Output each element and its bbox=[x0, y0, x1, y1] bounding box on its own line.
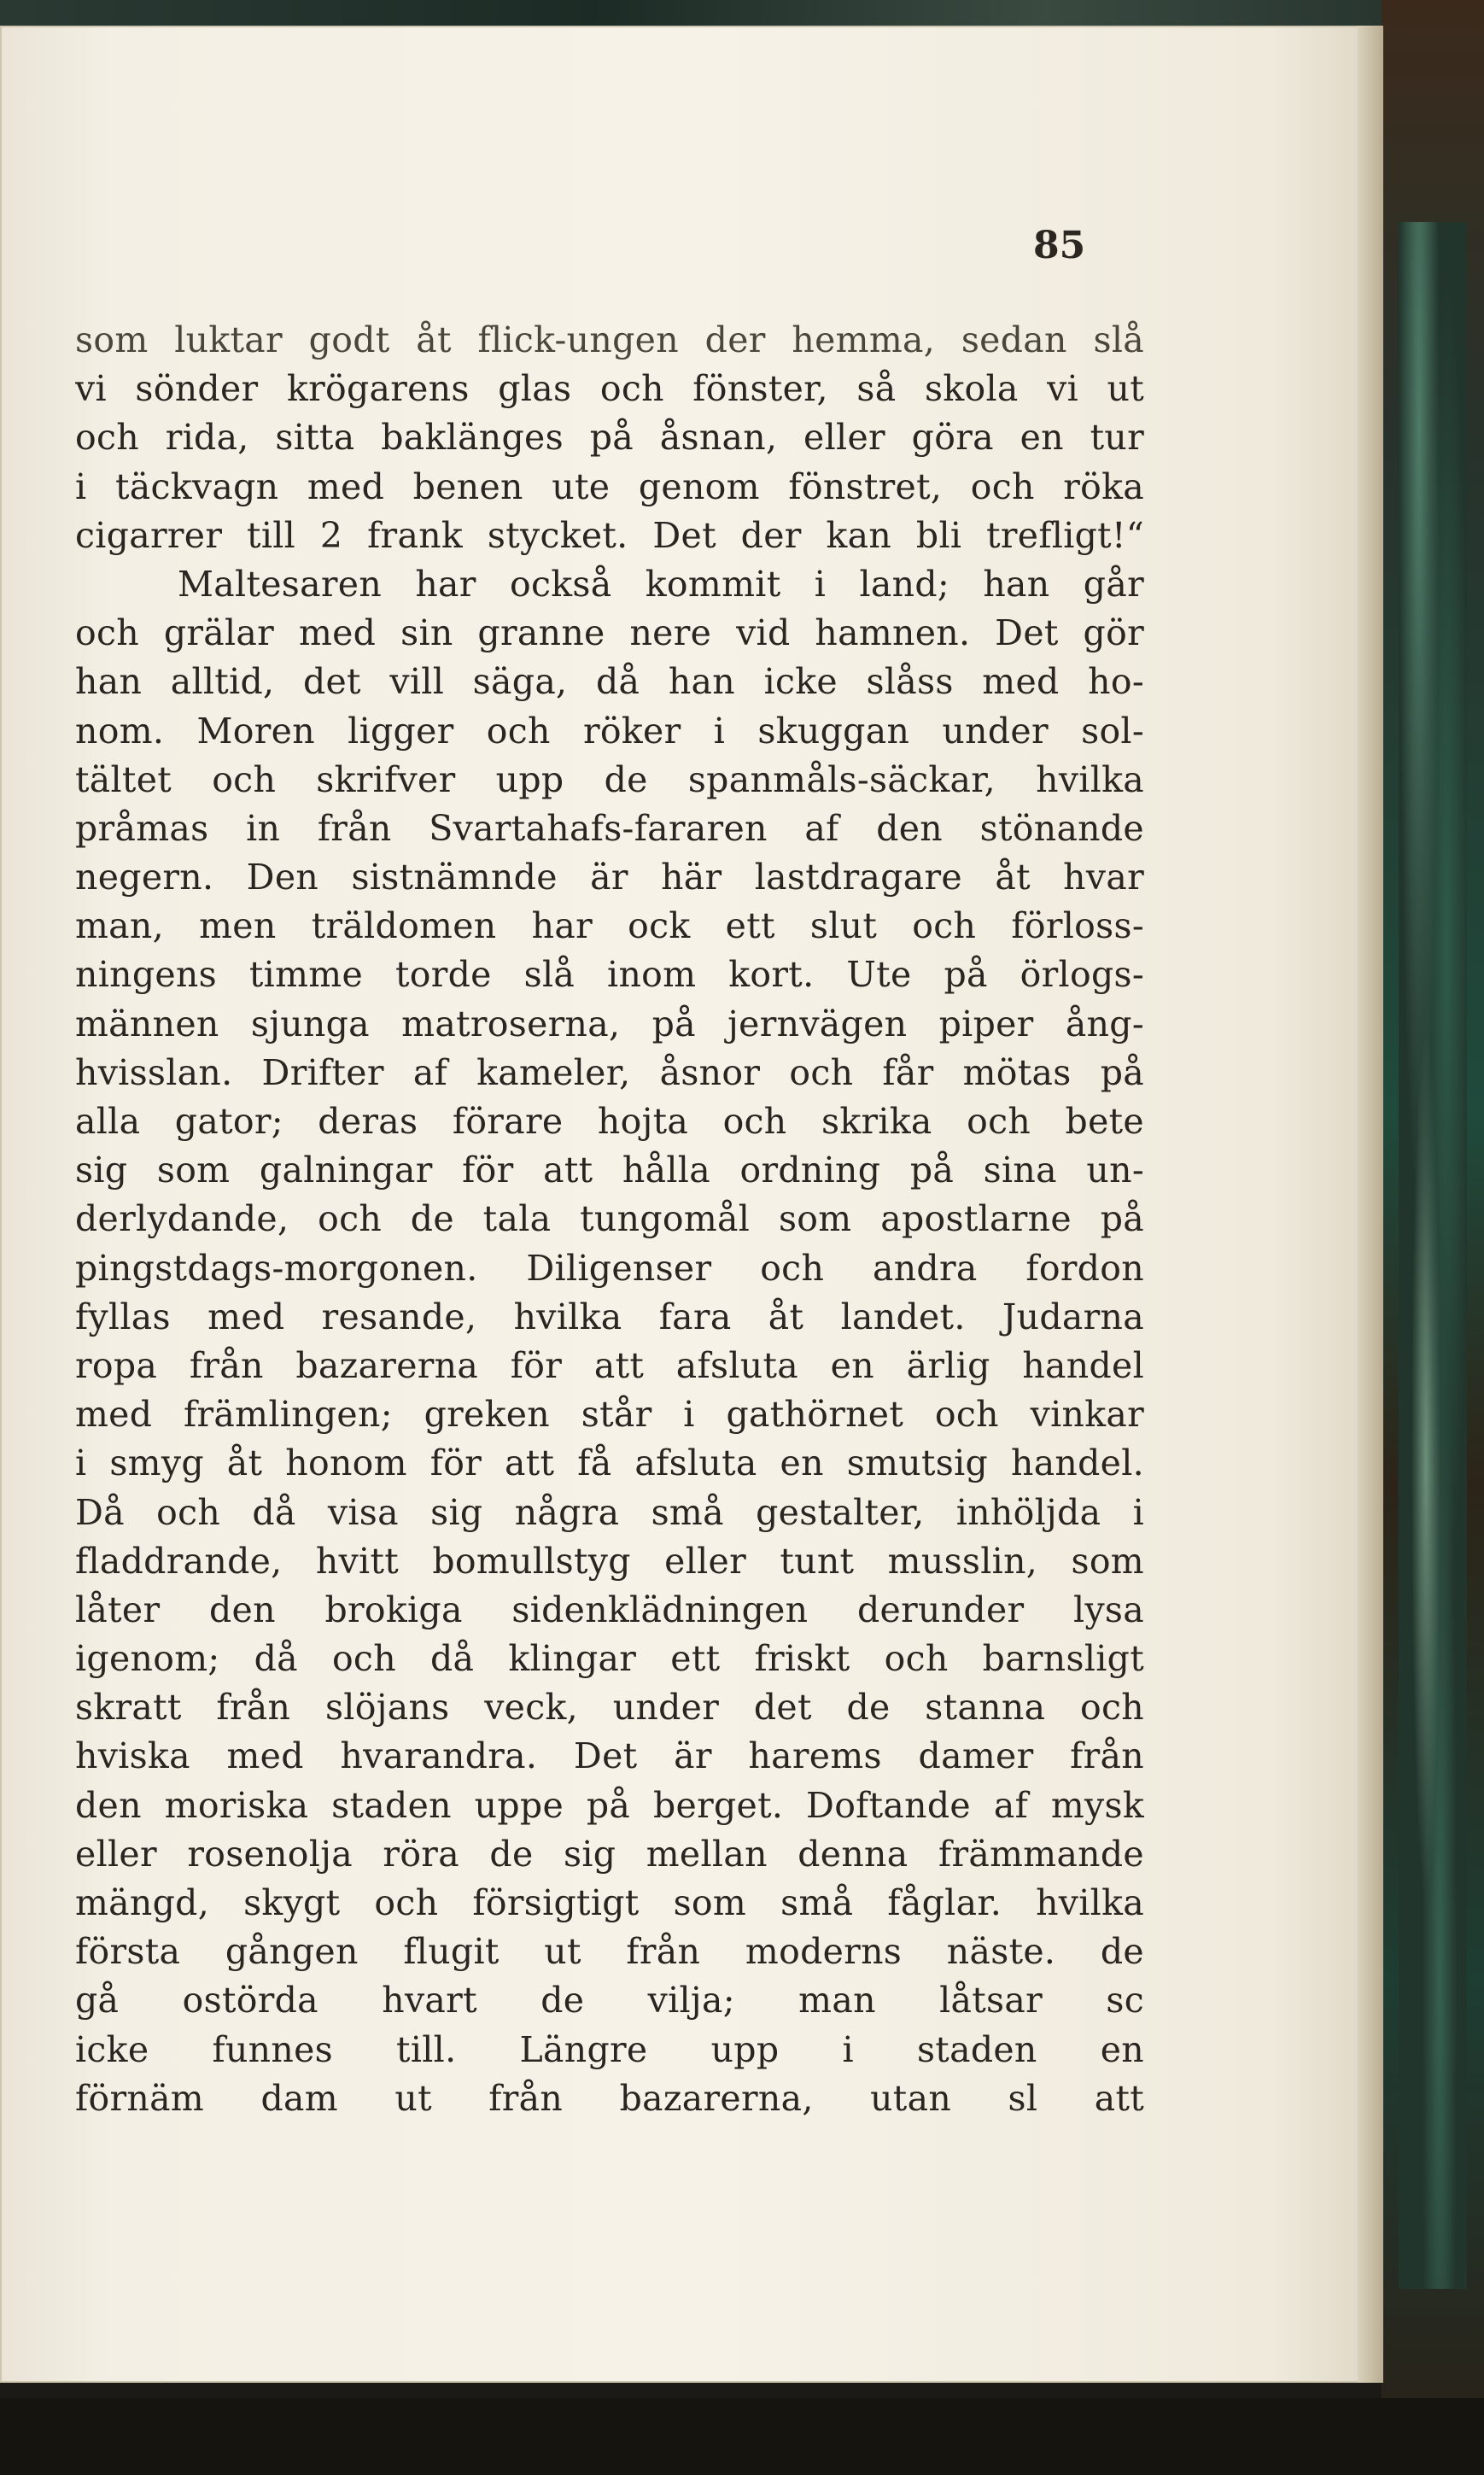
text-line: mängd, skygt och försigtigt som små fåglar. hvilka bbox=[75, 1882, 1144, 1923]
page-edge-shadow bbox=[1358, 26, 1383, 2383]
text-line: man, men träldomen har ock ett slut och förloss- bbox=[75, 905, 1144, 947]
text-line: den moriska staden uppe på berget. Doftande af mysk bbox=[75, 1784, 1144, 1826]
text-line: han alltid, det vill säga, då han icke slåss med ho- bbox=[75, 661, 1144, 703]
text-line: männen sjunga matroserna, på jernvägen piper ång- bbox=[75, 1003, 1144, 1044]
text-line: igenom; då och då klingar ett friskt och barnsligt bbox=[75, 1638, 1144, 1680]
text-line: pråmas in från Svartahafs-fararen af den stönande bbox=[75, 807, 1144, 849]
text-line: pingstdags-morgonen. Diligenser och andra fordon bbox=[75, 1247, 1144, 1289]
text-line: derlydande, och de tala tungomål som apostlarne på bbox=[75, 1198, 1144, 1240]
text-line: ropa från bazarerna för att afsluta en ärlig handel bbox=[75, 1344, 1144, 1386]
scan-bottom-border bbox=[0, 2398, 1484, 2475]
text-line: icke funnes till. Längre upp i staden en bbox=[75, 2028, 1144, 2070]
text-line: tältet och skrifver upp de spanmåls-säckar, hvilka bbox=[75, 758, 1144, 800]
text-line: förnäm dam ut från bazarerna, utan sl att bbox=[75, 2077, 1144, 2119]
text-line: hvisslan. Drifter af kameler, åsnor och får mötas på bbox=[75, 1051, 1144, 1093]
text-line: låter den brokiga sidenklädningen derunder lysa bbox=[75, 1589, 1144, 1630]
text-line: sig som galningar för att hålla ordning på sina un- bbox=[75, 1150, 1144, 1191]
text-line: ningens timme torde slå inom kort. Ute på örlogs- bbox=[75, 954, 1144, 996]
text-line: Då och då visa sig några små gestalter, inhöljda i bbox=[75, 1491, 1144, 1533]
text-line: alla gator; deras förare hojta och skrika och bete bbox=[75, 1101, 1144, 1142]
text-line: med främlingen; greken står i gathörnet och vinkar bbox=[75, 1394, 1144, 1436]
text-line: negern. Den sistnämnde är här lastdragare åt hvar bbox=[75, 857, 1144, 898]
text-line: i täckvagn med benen ute genom fönstret, och röka bbox=[75, 465, 1144, 507]
page-number: 85 bbox=[1033, 224, 1086, 267]
text-line: i smyg åt honom för att få afsluta en smutsig handel. bbox=[75, 1442, 1144, 1484]
text-line: nom. Moren ligger och röker i skuggan under sol- bbox=[75, 710, 1144, 752]
text-line: fladdrande, hvitt bomullstyg eller tunt musslin, som bbox=[75, 1540, 1144, 1582]
text-line: skratt från slöjans veck, under det de stanna och bbox=[75, 1687, 1144, 1729]
text-line: Maltesaren har också kommit i land; han går bbox=[178, 563, 1144, 605]
text-line: eller rosenolja röra de sig mellan denna främmande bbox=[75, 1833, 1144, 1875]
text-line: gå ostörda hvart de vilja; man låtsar sc bbox=[75, 1980, 1144, 2022]
text-line: och grälar med sin granne nere vid hamnen. Det gör bbox=[75, 612, 1144, 654]
book-cover-edge bbox=[1382, 0, 1484, 2475]
text-line: och rida, sitta baklänges på åsnan, eller göra en tur bbox=[75, 417, 1144, 459]
text-line: cigarrer till 2 frank stycket. Det der kan bli trefligt!“ bbox=[75, 514, 1144, 556]
text-line: fyllas med resande, hvilka fara åt landet. Judarna bbox=[75, 1296, 1144, 1337]
text-line: hviska med hvarandra. Det är harems damer från bbox=[75, 1735, 1144, 1777]
body-text bbox=[75, 316, 1144, 2123]
marbled-cover-pattern bbox=[1399, 222, 1467, 2289]
text-line: som luktar godt åt flick-ungen der hemma, sedan slå bbox=[75, 319, 1144, 360]
text-line: första gången flugit ut från moderns näste. de bbox=[75, 1931, 1144, 1973]
text-line: vi sönder krögarens glas och fönster, så skola vi ut bbox=[75, 368, 1144, 410]
